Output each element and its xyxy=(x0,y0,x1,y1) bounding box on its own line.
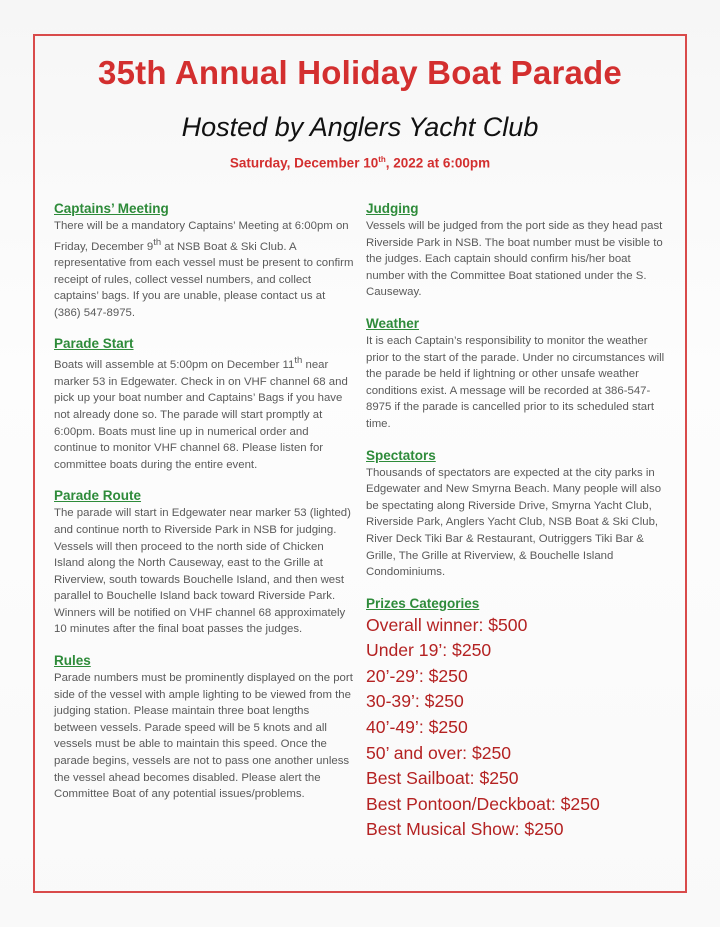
prize-item: 20’-29’: $250 xyxy=(366,665,468,686)
prize-item: Under 19’: $250 xyxy=(366,640,492,661)
parade-route-text: The parade will start in Edgewater near marker 53 (lighted) and continue north to Riverside Park in NSB for judging. Vessels will then proceed to the north side of Chicken Island along the North Causeway, east to the Grille at Riverview, south towards Bouchelle Island, and then west parallel to Bouchelle Island back toward Riverside Park. Winners will be notified on VHF channel 68 approximately 10 minutes after the final boat passes the judges. xyxy=(54,507,351,636)
date-ordinal: th xyxy=(378,155,386,164)
rules-heading: Rules xyxy=(54,653,91,669)
parade-start-text-2: near marker 53 in Edgewater. Check in on VHF channel 68 and pick up your boat number and Captains’ Bags if you have not already done so. The parade will start promptly at 6:00pm. Boats must line up in numerical order and continue to monitor VHF channel 68. Please listen for committee boats during the entire event. xyxy=(54,359,348,471)
prize-item: Best Sailboat: $250 xyxy=(366,768,519,789)
left-column xyxy=(54,200,354,817)
section-captains-meeting xyxy=(54,200,354,321)
prizes-heading: Prizes Categories xyxy=(366,595,480,611)
parade-start-heading: Parade Start xyxy=(54,336,134,352)
prize-item: 40’-49’: $250 xyxy=(366,717,468,738)
section-judging xyxy=(366,200,666,301)
parade-start-ordinal: th xyxy=(294,355,303,367)
spectators-text: Thousands of spectators are expected at the city parks in Edgewater and New Smyrna Beach. Many people will also be spectating along Riverside Drive, Smyrna Yacht Club, Riverside Park, Anglers Yacht Club, NSB Boat & Ski Club, River Deck Tiki Bar & Restaurant, Outriggers Tiki Bar & Grille, The Grille at Riverview, & Bouchelle Island Condominiums. xyxy=(366,466,662,579)
prize-list xyxy=(366,613,666,843)
captains-meeting-text-1: There will be a mandatory Captains’ Meeting at 6:00pm on Friday, December 9 xyxy=(54,220,349,253)
date-suffix: , 2022 at 6:00pm xyxy=(385,155,491,171)
prize-item: Best Pontoon/Deckboat: $250 xyxy=(366,793,600,814)
captains-meeting-heading: Captains’ Meeting xyxy=(54,201,169,216)
section-weather xyxy=(366,315,666,433)
prize-item: Overall winner: $500 xyxy=(366,614,528,635)
prize-item: 50’ and over: $250 xyxy=(366,742,512,763)
section-spectators xyxy=(366,447,666,581)
rules-text: Parade numbers must be prominently displayed on the port side of the vessel with ample lighting to be viewed from the judging station. Please maintain three boat lengths between vessels. Parade speed will be 5 knots and all vessels must be able to maintain this speed. Once the parade begins, vessels are not to pass one another unless the vessel ahead becomes disabled. Please alert the Committee Boat of any potential issues/problems. xyxy=(54,672,353,801)
captains-meeting-text-2: at NSB Boat & Ski Club. A representative from each vessel must be present to confirm receipt of rules, collect vessel numbers, and collect captains’ bags. If you are unable, please contact us at (386) 547-8975. xyxy=(54,240,354,319)
weather-text: It is each Captain’s responsibility to monitor the weather prior to the start of the parade. Under no circumstances will the parade be held if lightning or other unsafe weather conditions exist. A message will be recorded at 386-547-8975 if the parade is cancelled prior to its scheduled start time. xyxy=(366,334,665,430)
captains-meeting-text xyxy=(54,218,354,321)
right-column xyxy=(366,200,666,857)
spectators-heading: Spectators xyxy=(366,447,436,463)
section-parade-route xyxy=(54,487,354,638)
parade-route-heading: Parade Route xyxy=(54,488,142,504)
section-parade-start xyxy=(54,335,354,473)
judging-text: Vessels will be judged from the port side as they head past Riverside Park in NSB. The boat number must be visible to the judges. Each captain should confirm his/her boat number with the Committee Boat stationed under the S. Causeway. xyxy=(366,220,663,299)
weather-heading: Weather xyxy=(366,315,420,331)
parade-start-text-1: Boats will assemble at 5:00pm on December 11 xyxy=(54,359,295,372)
section-rules xyxy=(54,652,354,803)
event-date xyxy=(0,155,720,171)
prize-item: Best Musical Show: $250 xyxy=(366,819,564,840)
section-prizes xyxy=(366,595,666,843)
captains-meeting-ordinal: th xyxy=(153,236,162,248)
host-subtitle: Hosted by Anglers Yacht Club xyxy=(181,112,539,142)
date-prefix: Saturday, December 10 xyxy=(229,155,379,171)
prize-item: 30-39’: $250 xyxy=(366,691,464,712)
page-title: 35th Annual Holiday Boat Parade xyxy=(98,54,622,91)
parade-start-text xyxy=(54,353,354,473)
judging-heading: Judging xyxy=(366,201,419,216)
